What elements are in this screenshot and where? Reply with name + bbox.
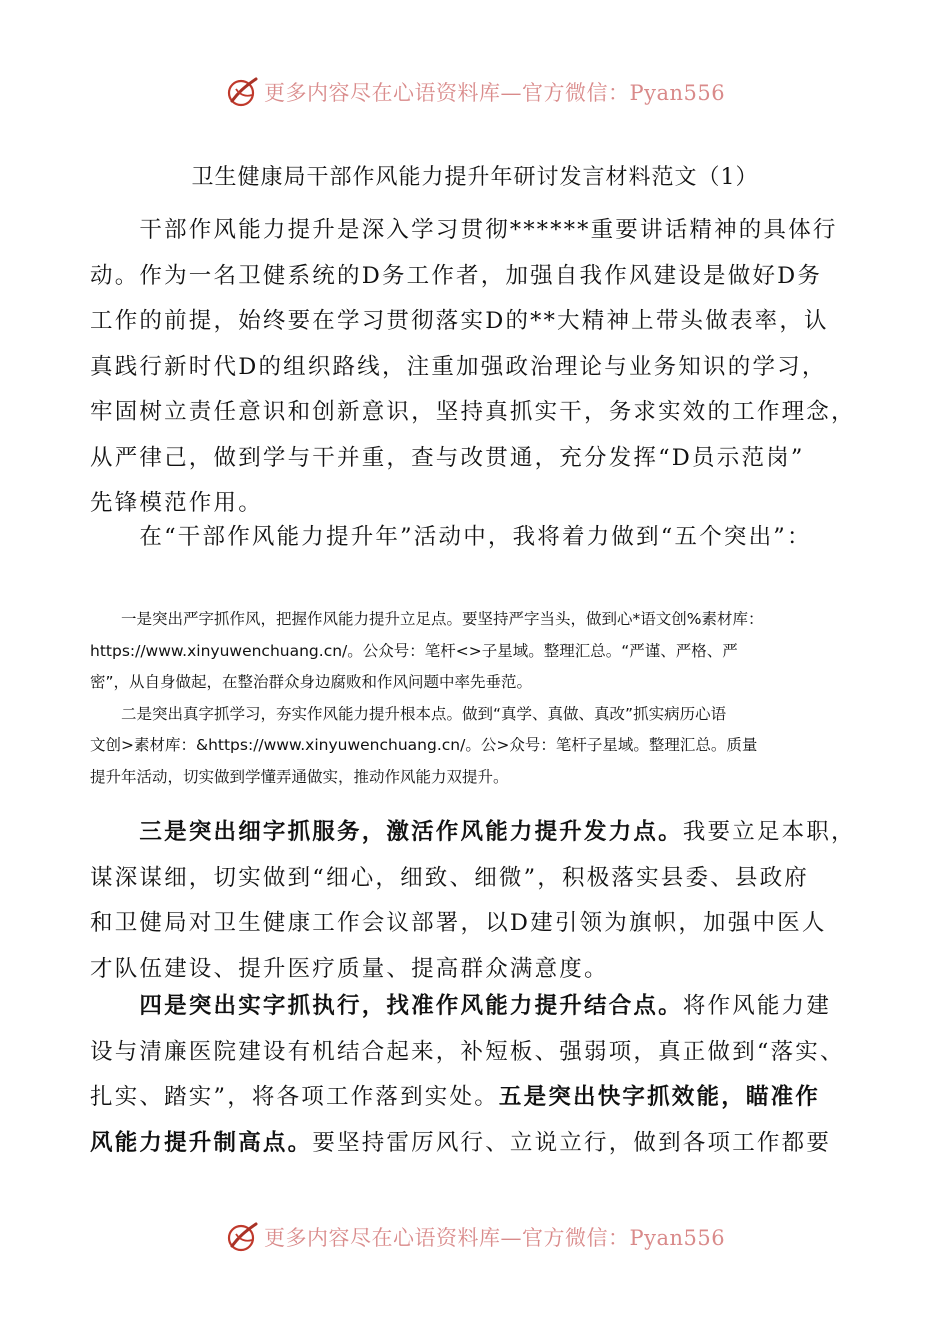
paragraph-line: 设与清廉医院建设有机结合起来，补短板、强弱项，真正做到“落实、 [90,1038,845,1065]
paragraph-line: 从严律己，做到学与干并重，查与改贯通，充分发挥“D员示范岗” [90,444,805,471]
line-text: 要坚持雷厉风行、立说立行，做到各项工作都要 [312,1129,832,1156]
bold-heading: 风能力提升制高点。 [90,1129,313,1156]
paragraph-line [90,984,865,1030]
header-watermark-text: 更多内容尽在心语资料库—官方微信：Pyan556 [264,81,726,105]
paragraph-line: 先锋模范作用。 [90,490,263,516]
paragraph-line: 才队伍建设、提升医疗质量、提高群众满意度。 [90,955,609,982]
line-text: 我要立足本职， [682,819,856,845]
paragraph-line [90,1075,865,1121]
paragraph-line: 提升年活动，切实做到学懂弄通做实，推动作风能力双提升。 [90,767,509,786]
line-text: 将作风能力建 [682,993,832,1019]
paragraph-line: 密”，从自身做起，在整治群众身边腐败和作风问题中率先垂范。 [90,673,533,691]
page-title: 卫生健康局干部作风能力提升年研讨发言材料范文（1） [191,165,759,190]
paragraph-line: 谋深谋细，切实做到“细心，细致、细微”，积极落实县委、县政府 [90,864,810,891]
paragraph-line: 工作的前提，始终要在学习贯彻落实D的**大精神上带头做表率，认 [90,308,829,334]
paragraph-line: 文创>素材库：&https://www.xinyuwenchuang.cn/。公>众号：笔杆子星域。整理汇总。质量 [90,736,758,754]
paragraph-line: 真践行新时代D的组织路线，注重加强政治理论与业务知识的学习， [90,353,827,380]
paragraph-line: 一是突出严字抓作风，把握作风能力提升立足点。要坚持严字当头，做到心*语文创%素材库： [90,610,764,628]
bold-heading: 五是突出快字抓效能，瞄准作 [498,1084,821,1110]
paragraph-line: 和卫健局对卫生健康工作会议部署，以D建引领为旗帜，加强中医人 [90,910,827,936]
footer-watermark-text: 更多内容尽在心语资料库—官方微信：Pyan556 [264,1226,726,1250]
brush-logo-icon [226,75,260,109]
paragraph-five-points [90,515,865,561]
paragraph-small-points [90,604,865,793]
paragraph-line: 干部作风能力提升是深入学习贯彻******重要讲话精神的具体行 [90,217,838,243]
brush-logo-icon [226,1220,260,1254]
paragraph-line [90,1121,865,1167]
paragraph-line [90,810,865,856]
paragraph-line: 动。作为一名卫健系统的D务工作者，加强自我作风建设是做好D务 [90,262,823,289]
bold-heading: 四是突出实字抓执行，找准作风能力提升结合点。 [90,993,683,1019]
paragraph-line: 在“干部作风能力提升年”活动中，我将着力做到“五个突出”： [90,524,812,550]
bold-heading: 三是突出细字抓服务，激活作风能力提升发力点。 [90,819,683,845]
footer-watermark [226,1215,746,1259]
paragraph-point-four-five [90,984,865,1166]
header-watermark [226,70,746,114]
paragraph-line: 二是突出真字抓学习，夯实作风能力提升根本点。做到“真学、真做、真改”抓实病历心语 [90,704,727,723]
paragraph-point-three [90,810,865,992]
paragraph-line: 牢固树立责任意识和创新意识，坚持真抓实干，务求实效的工作理念， [90,399,856,425]
line-text: 扎实、踏实”，将各项工作落到实处。 [90,1084,499,1110]
paragraph-intro [90,208,865,527]
paragraph-line: https://www.xinyuwenchuang.cn/。公众号：笔杆<>子星域。整理汇总。“严谨、严格、严 [90,641,738,660]
